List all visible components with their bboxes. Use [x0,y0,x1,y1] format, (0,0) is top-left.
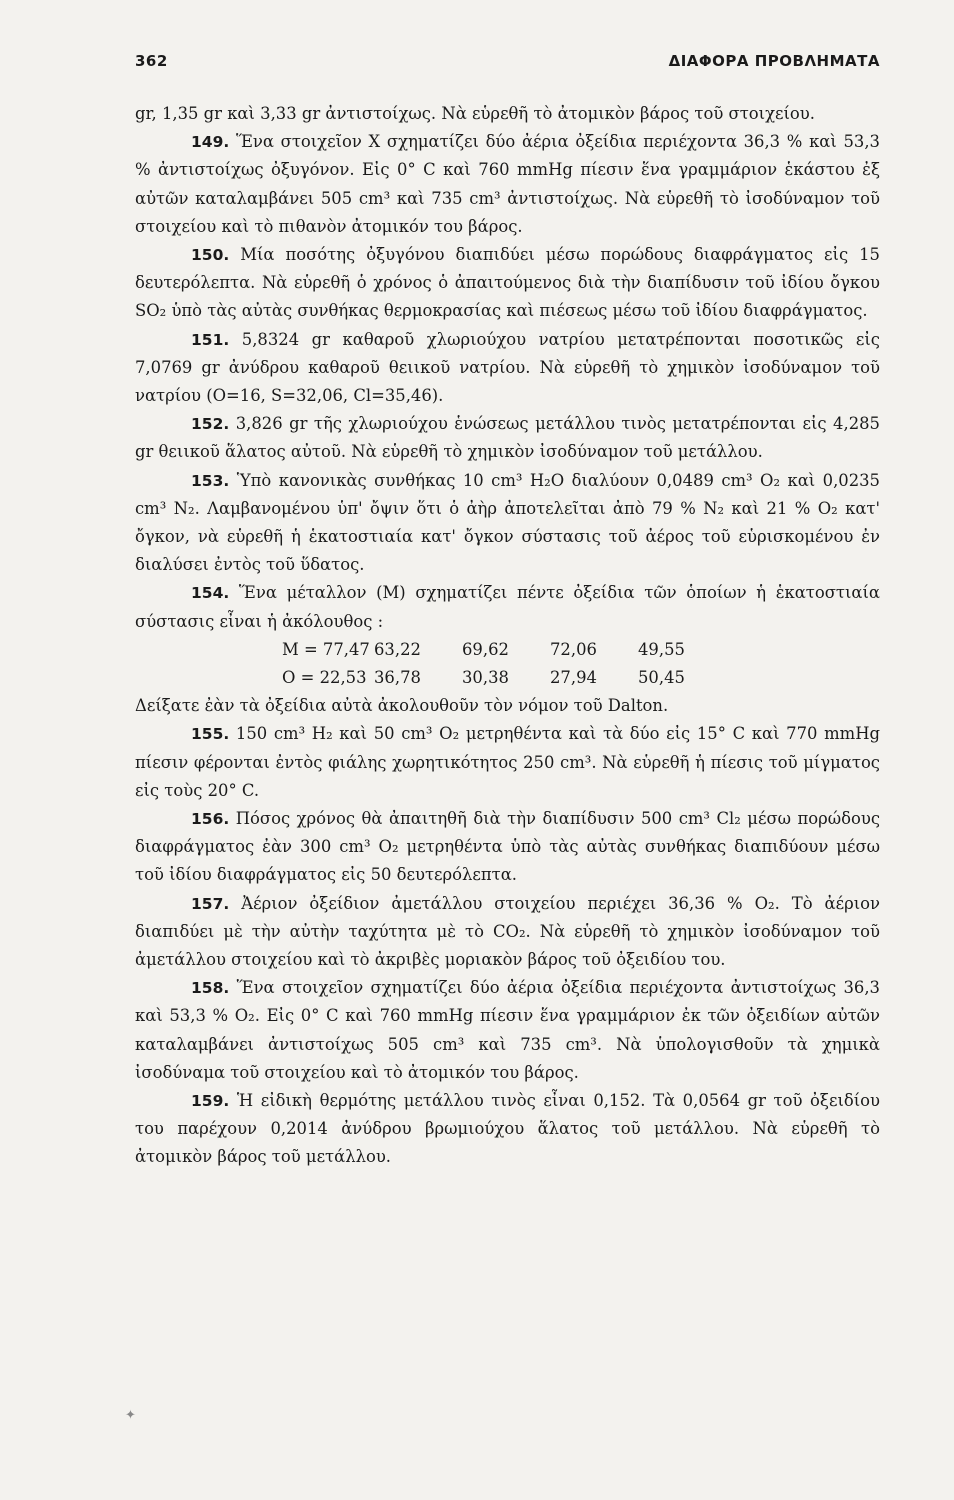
problem-159 [135,1087,880,1172]
table-cell: 72,06 [550,639,597,659]
table-row-oxygen [282,664,880,692]
problem-number: 155. [191,725,230,744]
problem-text: Ἕνα στοιχεῖον σχηματίζει δύο ἀέρια ὀξείδια περιέχοντα ἀντιστοίχως 36,3 καὶ 53,3 % O₂. Εἰς 0° C καὶ 760 mmHg πίεσιν ἕνα γραμμάριον ἐκ τῶν ὀξειδίων αὐτῶν καταλαμβάνει ἀντιστοίχως 505 cm³ καὶ 735 cm³. Νὰ ὑπολογισθοῦν τὰ χημικὰ ἰσοδύναμα τοῦ στοιχείου καὶ τὸ ἀτομικόν του βάρος. [135,978,880,1082]
problem-number: 149. [191,133,230,152]
problem-number: 157. [191,894,230,913]
problem-154 [135,579,880,635]
problem-text: 150 cm³ H₂ καὶ 50 cm³ O₂ μετρηθέντα καὶ τὰ δύο εἰς 15° C καὶ 770 mmHg πίεσιν φέρονται ἐντὸς φιάλης χωρητικότητος 250 cm³. Νὰ εὑρεθῆ ἡ πίεσις τοῦ μίγματος εἰς τοὺς 20° C. [135,724,880,800]
table-cell: 27,94 [550,668,597,688]
problem-number: 152. [191,415,230,434]
intro-paragraph: gr, 1,35 gr καὶ 3,33 gr ἀντιστοίχως. Νὰ εὑρεθῆ τὸ ἀτομικὸν βάρος τοῦ στοιχείου. [135,104,815,123]
problem-text: Ἡ εἰδικὴ θερμότης μετάλλου τινὸς εἶναι 0,152. Τὰ 0,0564 gr τοῦ ὀξειδίου του παρέχουν 0,2014 ἀνύδρου βρωμιούχου ἅλατος τοῦ μετάλλου. Νὰ εὑρεθῆ τὸ ἀτομικὸν βάρος τοῦ μετάλλου. [135,1091,880,1167]
table-cell: 30,38 [462,668,509,688]
problem-149 [135,128,880,241]
table-cell: 49,55 [638,639,685,659]
table-cell: 36,78 [374,668,421,688]
problem-number: 159. [191,1092,230,1111]
table-row-label: M = 77,47 [282,639,370,659]
problem-153 [135,467,880,580]
problem-number: 151. [191,330,230,349]
running-title: ΔΙΑΦΟΡΑ ΠΡΟΒΛΗΜΑΤΑ [668,52,880,70]
problem-150 [135,241,880,326]
problem-155 [135,720,880,805]
problem-154-conclusion: Δείξατε ἐὰν τὰ ὀξείδια αὐτὰ ἀκολουθοῦν τὸν νόμον τοῦ Dalton. [135,696,669,716]
page-number: 362 [135,52,168,70]
problem-text: Μία ποσότης ὀξυγόνου διαπιδύει μέσω πορώδους διαφράγματος εἰς 15 δευτερόλεπτα. Νὰ εὑρεθῆ ὁ χρόνος ὁ ἀπαιτούμενος διὰ τὴν διαπίδυσιν τοῦ ἰδίου ὄγκου SO₂ ὑπὸ τὰς αὐτὰς συνθήκας θερμοκρασίας καὶ πιέσεως μέσω τοῦ ἰδίου διαφράγματος. [135,245,880,321]
ink-mark-icon: ✦ [125,1408,136,1423]
problem-number: 156. [191,810,230,829]
problem-text: Ἕνα στοιχεῖον X σχηματίζει δύο ἀέρια ὀξείδια περιέχοντα 36,3 % καὶ 53,3 % ἀντιστοίχως ὀξυγόνον. Εἰς 0° C καὶ 760 mmHg πίεσιν ἕνα γραμμάριον ἑκάστου ἐξ αὐτῶν καταλαμβάνει 505 cm³ καὶ 735 cm³ ἀντιστοίχως. Νὰ εὑρεθῆ τὸ ἰσοδύναμον τοῦ στοιχείου καὶ τὸ πιθανὸν ἀτομικόν του βάρος. [135,132,880,236]
problem-151 [135,326,880,411]
table-cell: 63,22 [374,639,421,659]
problem-157 [135,890,880,975]
problem-152 [135,410,880,466]
problem-text: 3,826 gr τῆς χλωριούχου ἑνώσεως μετάλλου τινὸς μετατρέπονται εἰς 4,285 gr θειικοῦ ἅλατος αὐτοῦ. Νὰ εὑρεθῆ τὸ χημικὸν ἰσοδύναμον τοῦ μετάλλου. [135,414,880,462]
problem-text: 5,8324 gr καθαροῦ χλωριούχου νατρίου μετατρέπονται ποσοτικῶς εἰς 7,0769 gr ἀνύδρου καθαροῦ θειικοῦ νατρίου. Νὰ εὑρεθῆ τὸ χημικὸν ἰσοδύναμον τοῦ νατρίου (O=16, S=32,06, Cl=35,46). [135,329,880,406]
table-row-metal [282,636,880,664]
page-header [135,52,880,74]
table-row-label: O = 22,53 [282,668,367,688]
problem-156 [135,805,880,890]
table-cell: 69,62 [462,639,509,659]
problem-number: 158. [191,979,230,998]
problem-text: Ἀέριον ὀξείδιον ἀμετάλλου στοιχείου περιέχει 36,36 % O₂. Τὸ ἀέριον διαπιδύει μὲ τὴν αὐτὴν ταχύτητα μὲ τὸ CO₂. Νὰ εὑρεθῆ τὸ χημικὸν ἰσοδύναμον τοῦ ἀμετάλλου στοιχείου καὶ τὸ ἀκριβὲς μοριακὸν βάρος τοῦ ὀξειδίου του. [135,893,880,970]
problem-158 [135,974,880,1087]
table-cell: 50,45 [638,668,685,688]
problem-text: Ἕνα μέταλλον (M) σχηματίζει πέντε ὀξείδια τῶν ὁποίων ἡ ἑκατοστιαία σύστασις εἶναι ἡ ἀκόλουθος : [135,583,880,631]
problem-number: 150. [191,246,230,265]
problem-text: Ὑπὸ κανονικὰς συνθήκας 10 cm³ H₂O διαλύουν 0,0489 cm³ O₂ καὶ 0,0235 cm³ N₂. Λαμβανομένου ὑπ' ὄψιν ὅτι ὁ ἀὴρ ἀποτελεῖται ἀπὸ 79 % N₂ καὶ 21 % O₂ κατ' ὄγκον, νὰ εὑρεθῆ ἡ ἑκατοστιαία κατ' ὄγκον σύστασις τοῦ ἀέρος τοῦ εὑρισκομένου ἐν διαλύσει ἐντὸς τοῦ ὕδατος. [135,470,880,575]
problem-number: 153. [191,471,230,490]
problem-text: Πόσος χρόνος θὰ ἀπαιτηθῆ διὰ τὴν διαπίδυσιν 500 cm³ Cl₂ μέσω πορώδους διαφράγματος ἐὰν 300 cm³ O₂ μετρηθέντα ὑπὸ τὰς αὐτὰς συνθήκας διαπιδύουν μέσω τοῦ ἰδίου διαφράγματος εἰς 50 δευτερόλεπτα. [135,809,880,885]
page-body [135,100,880,1172]
problem-number: 154. [191,584,230,603]
composition-table [135,636,880,692]
